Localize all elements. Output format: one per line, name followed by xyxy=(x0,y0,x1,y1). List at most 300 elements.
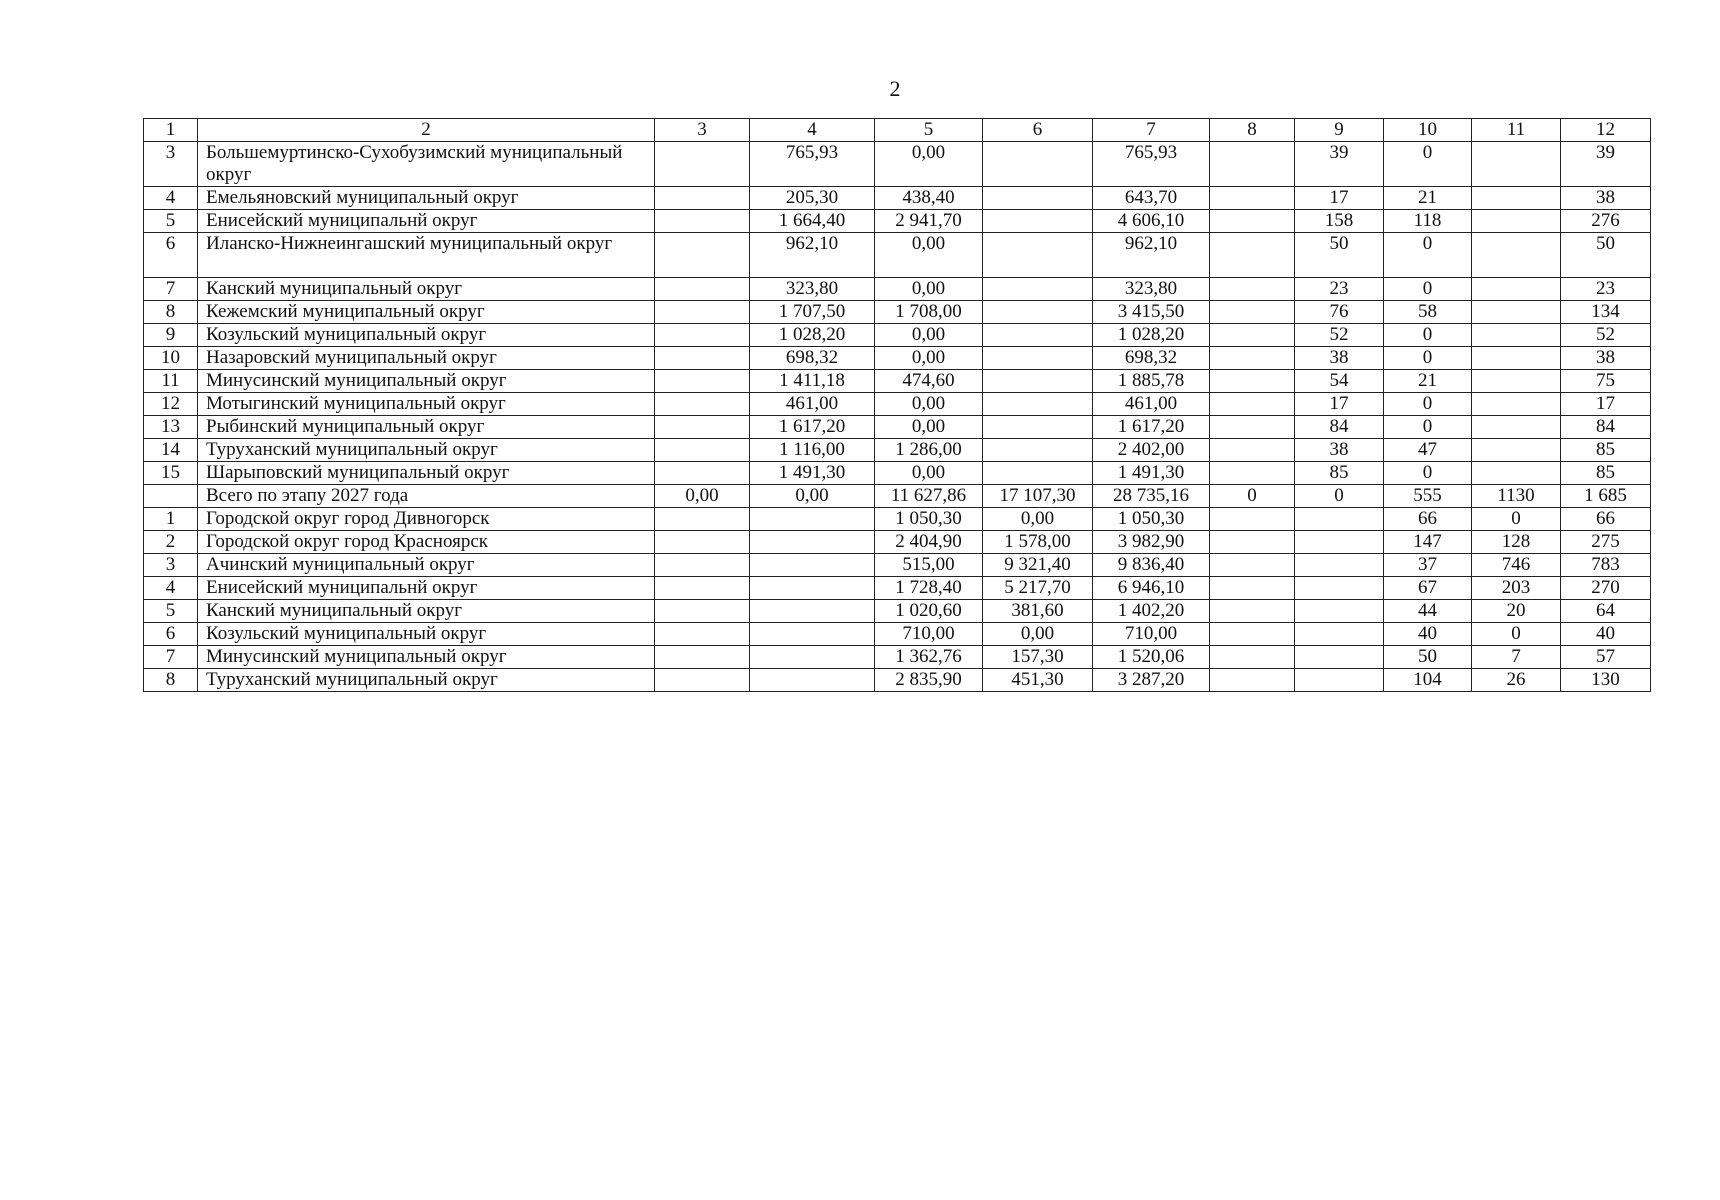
table-cell-col-3 xyxy=(655,669,750,692)
table-cell-col-4: 1 116,00 xyxy=(750,439,875,462)
table-cell-col-6 xyxy=(983,439,1093,462)
table-row xyxy=(144,439,1651,462)
table-row xyxy=(144,462,1651,485)
table-cell-col-3 xyxy=(655,278,750,301)
table-cell-col-10: 0 xyxy=(1384,278,1472,301)
table-cell-col-12: 23 xyxy=(1561,278,1651,301)
table-cell-col-6 xyxy=(983,278,1093,301)
table-cell-col-4: 323,80 xyxy=(750,278,875,301)
table-cell-col-6: 0,00 xyxy=(983,508,1093,531)
table-cell-col-6: 1 578,00 xyxy=(983,531,1093,554)
table-cell-col-8 xyxy=(1210,462,1295,485)
table-cell-col-4 xyxy=(750,646,875,669)
table-cell-col-7: 962,10 xyxy=(1093,233,1210,278)
table-cell-col-1: 11 xyxy=(144,370,198,393)
table-cell-col-4: 765,93 xyxy=(750,142,875,187)
table-cell-col-5: 11 627,86 xyxy=(875,485,983,508)
table-cell-col-9: 76 xyxy=(1295,301,1384,324)
table-cell-col-12: 130 xyxy=(1561,669,1651,692)
table-cell-col-4: 962,10 xyxy=(750,233,875,278)
table-body xyxy=(144,119,1651,692)
table-cell-col-11 xyxy=(1472,370,1561,393)
table-cell-col-7: 3 287,20 xyxy=(1093,669,1210,692)
table-cell-col-11 xyxy=(1472,462,1561,485)
table-cell-col-10: 555 xyxy=(1384,485,1472,508)
table-cell-col-12: 57 xyxy=(1561,646,1651,669)
table-cell-col-12: 270 xyxy=(1561,577,1651,600)
table-cell-col-5: 0,00 xyxy=(875,324,983,347)
table-cell-col-12: 38 xyxy=(1561,187,1651,210)
table-cell-col-9: 9 xyxy=(1295,119,1384,142)
table-cell-col-4: 0,00 xyxy=(750,485,875,508)
table-cell-col-5: 5 xyxy=(875,119,983,142)
table-cell-col-7: 3 982,90 xyxy=(1093,531,1210,554)
table-cell-col-11: 746 xyxy=(1472,554,1561,577)
table-cell-col-3 xyxy=(655,462,750,485)
table-cell-col-6: 17 107,30 xyxy=(983,485,1093,508)
table-row xyxy=(144,187,1651,210)
table-cell-col-1: 5 xyxy=(144,210,198,233)
table-cell-col-7: 1 885,78 xyxy=(1093,370,1210,393)
table-cell-col-5: 1 708,00 xyxy=(875,301,983,324)
table-cell-col-2: Большемуртинско-Сухобузимский муниципальный округ xyxy=(198,142,655,187)
table-cell-col-1: 1 xyxy=(144,119,198,142)
table-cell-col-1: 6 xyxy=(144,623,198,646)
table-cell-col-7: 1 402,20 xyxy=(1093,600,1210,623)
table-cell-col-3: 0,00 xyxy=(655,485,750,508)
table-row xyxy=(144,347,1651,370)
table-cell-col-9: 0 xyxy=(1295,485,1384,508)
table-cell-col-11 xyxy=(1472,233,1561,278)
table-cell-col-1: 4 xyxy=(144,577,198,600)
table-row xyxy=(144,416,1651,439)
table-cell-col-11: 7 xyxy=(1472,646,1561,669)
table-cell-col-12: 75 xyxy=(1561,370,1651,393)
table-cell-col-7: 1 617,20 xyxy=(1093,416,1210,439)
table-cell-col-5: 1 050,30 xyxy=(875,508,983,531)
table-cell-col-11: 26 xyxy=(1472,669,1561,692)
table-cell-col-7: 2 402,00 xyxy=(1093,439,1210,462)
table-cell-col-6 xyxy=(983,393,1093,416)
table-cell-col-1: 14 xyxy=(144,439,198,462)
table-cell-col-6 xyxy=(983,142,1093,187)
table-cell-col-2: Ачинский муниципальный округ xyxy=(198,554,655,577)
table-cell-col-7: 1 028,20 xyxy=(1093,324,1210,347)
table-cell-col-5: 0,00 xyxy=(875,233,983,278)
table-cell-col-7: 7 xyxy=(1093,119,1210,142)
table-cell-col-7: 643,70 xyxy=(1093,187,1210,210)
table-cell-col-8 xyxy=(1210,210,1295,233)
table-cell-col-7: 765,93 xyxy=(1093,142,1210,187)
table-cell-col-12: 17 xyxy=(1561,393,1651,416)
table-cell-col-1: 1 xyxy=(144,508,198,531)
header-row xyxy=(144,119,1651,142)
table-cell-col-5: 1 286,00 xyxy=(875,439,983,462)
table-row xyxy=(144,142,1651,187)
table-cell-col-1: 8 xyxy=(144,301,198,324)
table-cell-col-6: 6 xyxy=(983,119,1093,142)
table-cell-col-5: 515,00 xyxy=(875,554,983,577)
table-cell-col-5: 710,00 xyxy=(875,623,983,646)
table-cell-col-3 xyxy=(655,301,750,324)
table-row xyxy=(144,393,1651,416)
table-cell-col-10: 0 xyxy=(1384,347,1472,370)
table-row xyxy=(144,669,1651,692)
table-cell-col-5: 1 020,60 xyxy=(875,600,983,623)
table-cell-col-11 xyxy=(1472,210,1561,233)
table-cell-col-10: 0 xyxy=(1384,324,1472,347)
table-cell-col-2: Туруханский муниципальный округ xyxy=(198,439,655,462)
table-cell-col-4 xyxy=(750,577,875,600)
table-cell-col-9: 52 xyxy=(1295,324,1384,347)
table-cell-col-10: 0 xyxy=(1384,233,1472,278)
table-cell-col-8 xyxy=(1210,233,1295,278)
table-cell-col-2: Всего по этапу 2027 года xyxy=(198,485,655,508)
table-cell-col-2: Минусинский муниципальный округ xyxy=(198,646,655,669)
table-cell-col-10: 67 xyxy=(1384,577,1472,600)
table-cell-col-6: 157,30 xyxy=(983,646,1093,669)
table-cell-col-2: Козульский муниципальный округ xyxy=(198,623,655,646)
table-cell-col-9 xyxy=(1295,531,1384,554)
table-cell-col-7: 710,00 xyxy=(1093,623,1210,646)
table-cell-col-12: 134 xyxy=(1561,301,1651,324)
table-cell-col-6 xyxy=(983,210,1093,233)
table-cell-col-11: 128 xyxy=(1472,531,1561,554)
table-cell-col-11: 1130 xyxy=(1472,485,1561,508)
table-cell-col-10: 66 xyxy=(1384,508,1472,531)
table-cell-col-8 xyxy=(1210,600,1295,623)
table-cell-col-12: 52 xyxy=(1561,324,1651,347)
table-cell-col-2: Канский муниципальный округ xyxy=(198,600,655,623)
table-cell-col-4 xyxy=(750,669,875,692)
table-cell-col-1: 10 xyxy=(144,347,198,370)
table-cell-col-11: 0 xyxy=(1472,623,1561,646)
table-cell-col-8 xyxy=(1210,646,1295,669)
table-cell-col-1 xyxy=(144,485,198,508)
table-cell-col-3 xyxy=(655,554,750,577)
table-cell-col-8 xyxy=(1210,439,1295,462)
table-cell-col-1: 6 xyxy=(144,233,198,278)
table-cell-col-3 xyxy=(655,531,750,554)
table-cell-col-3 xyxy=(655,508,750,531)
table-cell-col-4 xyxy=(750,554,875,577)
table-cell-col-2: Канский муниципальный округ xyxy=(198,278,655,301)
table-cell-col-7: 1 491,30 xyxy=(1093,462,1210,485)
table-cell-col-2: Назаровский муниципальный округ xyxy=(198,347,655,370)
table-cell-col-10: 44 xyxy=(1384,600,1472,623)
table-cell-col-6 xyxy=(983,416,1093,439)
table-cell-col-4 xyxy=(750,531,875,554)
table-cell-col-4: 1 491,30 xyxy=(750,462,875,485)
table-cell-col-9 xyxy=(1295,646,1384,669)
table-cell-col-10: 0 xyxy=(1384,142,1472,187)
table-cell-col-6 xyxy=(983,347,1093,370)
table-cell-col-12: 39 xyxy=(1561,142,1651,187)
table-cell-col-8 xyxy=(1210,531,1295,554)
table-cell-col-7: 9 836,40 xyxy=(1093,554,1210,577)
table-cell-col-1: 2 xyxy=(144,531,198,554)
table-cell-col-7: 3 415,50 xyxy=(1093,301,1210,324)
table-cell-col-11 xyxy=(1472,416,1561,439)
table-cell-col-5: 0,00 xyxy=(875,347,983,370)
table-cell-col-10: 104 xyxy=(1384,669,1472,692)
table-cell-col-5: 474,60 xyxy=(875,370,983,393)
table-cell-col-12: 1 685 xyxy=(1561,485,1651,508)
table-cell-col-9: 23 xyxy=(1295,278,1384,301)
table-cell-col-2: Рыбинский муниципальный округ xyxy=(198,416,655,439)
table-cell-col-9: 54 xyxy=(1295,370,1384,393)
table-cell-col-3 xyxy=(655,370,750,393)
table-cell-col-8: 0 xyxy=(1210,485,1295,508)
table-cell-col-8 xyxy=(1210,370,1295,393)
table-cell-col-11 xyxy=(1472,301,1561,324)
table-cell-col-4: 698,32 xyxy=(750,347,875,370)
page-number: 2 xyxy=(889,76,901,101)
table-cell-col-12: 64 xyxy=(1561,600,1651,623)
table-row xyxy=(144,577,1651,600)
table-cell-col-3: 3 xyxy=(655,119,750,142)
table-cell-col-8 xyxy=(1210,324,1295,347)
table-cell-col-9: 84 xyxy=(1295,416,1384,439)
table-cell-col-9: 39 xyxy=(1295,142,1384,187)
table-cell-col-5: 0,00 xyxy=(875,393,983,416)
table-cell-col-7: 698,32 xyxy=(1093,347,1210,370)
table-cell-col-3 xyxy=(655,623,750,646)
table-cell-col-11 xyxy=(1472,187,1561,210)
table-cell-col-7: 323,80 xyxy=(1093,278,1210,301)
table-cell-col-2: Шарыповский муниципальный округ xyxy=(198,462,655,485)
table-cell-col-5: 438,40 xyxy=(875,187,983,210)
table-cell-col-2: Емельяновский муниципальный округ xyxy=(198,187,655,210)
table-cell-col-3 xyxy=(655,210,750,233)
table-cell-col-5: 0,00 xyxy=(875,416,983,439)
table-cell-col-9 xyxy=(1295,577,1384,600)
table-cell-col-8 xyxy=(1210,142,1295,187)
table-cell-col-3 xyxy=(655,600,750,623)
table-cell-col-2: Иланско-Нижнеингашский муниципальный округ xyxy=(198,233,655,278)
table-cell-col-9: 17 xyxy=(1295,187,1384,210)
table-row xyxy=(144,508,1651,531)
table-cell-col-5: 2 404,90 xyxy=(875,531,983,554)
table-cell-col-8 xyxy=(1210,301,1295,324)
table-cell-col-11 xyxy=(1472,393,1561,416)
table-cell-col-5: 2 835,90 xyxy=(875,669,983,692)
table-cell-col-4: 205,30 xyxy=(750,187,875,210)
table-cell-col-7: 28 735,16 xyxy=(1093,485,1210,508)
table-cell-col-10: 21 xyxy=(1384,370,1472,393)
table-cell-col-12: 50 xyxy=(1561,233,1651,278)
table-cell-col-1: 5 xyxy=(144,600,198,623)
table-cell-col-1: 3 xyxy=(144,554,198,577)
table-cell-col-10: 0 xyxy=(1384,462,1472,485)
table-cell-col-4: 1 664,40 xyxy=(750,210,875,233)
table-cell-col-2: Туруханский муниципальный округ xyxy=(198,669,655,692)
table-cell-col-12: 40 xyxy=(1561,623,1651,646)
table-cell-col-9: 38 xyxy=(1295,347,1384,370)
table-row xyxy=(144,324,1651,347)
table-cell-col-6: 451,30 xyxy=(983,669,1093,692)
table-cell-col-1: 9 xyxy=(144,324,198,347)
table-cell-col-1: 7 xyxy=(144,646,198,669)
table-cell-col-12: 38 xyxy=(1561,347,1651,370)
table-cell-col-2: Городской округ город Дивногорск xyxy=(198,508,655,531)
table-cell-col-10: 21 xyxy=(1384,187,1472,210)
table-cell-col-3 xyxy=(655,347,750,370)
table-cell-col-7: 4 606,10 xyxy=(1093,210,1210,233)
table-cell-col-9: 38 xyxy=(1295,439,1384,462)
table-cell-col-4 xyxy=(750,623,875,646)
table-cell-col-12: 783 xyxy=(1561,554,1651,577)
table-cell-col-7: 1 050,30 xyxy=(1093,508,1210,531)
table-cell-col-2: Кежемский муниципальный округ xyxy=(198,301,655,324)
table-cell-col-1: 15 xyxy=(144,462,198,485)
table-cell-col-9 xyxy=(1295,623,1384,646)
table-cell-col-6: 5 217,70 xyxy=(983,577,1093,600)
table-cell-col-3 xyxy=(655,187,750,210)
table-cell-col-10: 118 xyxy=(1384,210,1472,233)
table-cell-col-1: 4 xyxy=(144,187,198,210)
table-cell-col-6 xyxy=(983,301,1093,324)
table-cell-col-12: 12 xyxy=(1561,119,1651,142)
table-cell-col-1: 3 xyxy=(144,142,198,187)
table-cell-col-4 xyxy=(750,600,875,623)
table-cell-col-4: 1 028,20 xyxy=(750,324,875,347)
table-row xyxy=(144,301,1651,324)
table-cell-col-9 xyxy=(1295,554,1384,577)
table-cell-col-1: 13 xyxy=(144,416,198,439)
table-cell-col-10: 0 xyxy=(1384,393,1472,416)
table-cell-col-1: 7 xyxy=(144,278,198,301)
table-cell-col-10: 58 xyxy=(1384,301,1472,324)
table-cell-col-2: Минусинский муниципальный округ xyxy=(198,370,655,393)
table-cell-col-12: 66 xyxy=(1561,508,1651,531)
table-cell-col-1: 8 xyxy=(144,669,198,692)
table-row xyxy=(144,233,1651,278)
table-cell-col-10: 147 xyxy=(1384,531,1472,554)
table-row xyxy=(144,370,1651,393)
table-cell-col-8 xyxy=(1210,577,1295,600)
table-cell-col-4: 1 411,18 xyxy=(750,370,875,393)
table-cell-col-11 xyxy=(1472,142,1561,187)
table-cell-col-8 xyxy=(1210,554,1295,577)
table-cell-col-11 xyxy=(1472,439,1561,462)
table-cell-col-3 xyxy=(655,324,750,347)
table-cell-col-11 xyxy=(1472,278,1561,301)
table-cell-col-7: 461,00 xyxy=(1093,393,1210,416)
table-row xyxy=(144,646,1651,669)
table-cell-col-2: Козульский муниципальный округ xyxy=(198,324,655,347)
table-cell-col-8: 8 xyxy=(1210,119,1295,142)
table-cell-col-9: 158 xyxy=(1295,210,1384,233)
table-cell-col-3 xyxy=(655,393,750,416)
table-cell-col-4: 461,00 xyxy=(750,393,875,416)
table-cell-col-2: Енисейский муниципальнй округ xyxy=(198,577,655,600)
table-cell-col-2: Городской округ город Красноярск xyxy=(198,531,655,554)
table-row xyxy=(144,278,1651,301)
table-cell-col-3 xyxy=(655,142,750,187)
table-cell-col-5: 1 728,40 xyxy=(875,577,983,600)
table-cell-col-10: 50 xyxy=(1384,646,1472,669)
table-cell-col-1: 12 xyxy=(144,393,198,416)
table-cell-col-10: 40 xyxy=(1384,623,1472,646)
table-cell-col-8 xyxy=(1210,278,1295,301)
table-cell-col-6 xyxy=(983,462,1093,485)
table-cell-col-10: 10 xyxy=(1384,119,1472,142)
table-cell-col-11: 20 xyxy=(1472,600,1561,623)
table-cell-col-11: 203 xyxy=(1472,577,1561,600)
table-cell-col-3 xyxy=(655,646,750,669)
table-cell-col-11 xyxy=(1472,347,1561,370)
table-cell-col-3 xyxy=(655,439,750,462)
table-cell-col-8 xyxy=(1210,623,1295,646)
table-cell-col-8 xyxy=(1210,347,1295,370)
table-cell-col-8 xyxy=(1210,669,1295,692)
table-cell-col-6: 9 321,40 xyxy=(983,554,1093,577)
table-cell-col-12: 85 xyxy=(1561,462,1651,485)
table-cell-col-4: 4 xyxy=(750,119,875,142)
table-row xyxy=(144,210,1651,233)
table-cell-col-11: 0 xyxy=(1472,508,1561,531)
table-row xyxy=(144,554,1651,577)
table-row xyxy=(144,600,1651,623)
table-cell-col-12: 275 xyxy=(1561,531,1651,554)
table-cell-col-8 xyxy=(1210,416,1295,439)
table-cell-col-4: 1 707,50 xyxy=(750,301,875,324)
table-cell-col-6: 0,00 xyxy=(983,623,1093,646)
table-cell-col-7: 6 946,10 xyxy=(1093,577,1210,600)
table-cell-col-7: 1 520,06 xyxy=(1093,646,1210,669)
table-cell-col-9: 85 xyxy=(1295,462,1384,485)
table-cell-col-10: 0 xyxy=(1384,416,1472,439)
table-cell-col-3 xyxy=(655,233,750,278)
table-cell-col-9 xyxy=(1295,600,1384,623)
table-cell-col-9 xyxy=(1295,508,1384,531)
table-cell-col-12: 276 xyxy=(1561,210,1651,233)
total-row xyxy=(144,485,1651,508)
table-cell-col-6 xyxy=(983,233,1093,278)
table-cell-col-5: 1 362,76 xyxy=(875,646,983,669)
table-cell-col-6 xyxy=(983,324,1093,347)
table-cell-col-5: 0,00 xyxy=(875,142,983,187)
table-cell-col-5: 2 941,70 xyxy=(875,210,983,233)
table-cell-col-4 xyxy=(750,508,875,531)
table-cell-col-11: 11 xyxy=(1472,119,1561,142)
table-cell-col-6 xyxy=(983,370,1093,393)
table-cell-col-12: 85 xyxy=(1561,439,1651,462)
table-cell-col-2: Енисейский муниципальнй округ xyxy=(198,210,655,233)
table-cell-col-6 xyxy=(983,187,1093,210)
table-cell-col-5: 0,00 xyxy=(875,462,983,485)
table-cell-col-5: 0,00 xyxy=(875,278,983,301)
table-row xyxy=(144,623,1651,646)
table-cell-col-9 xyxy=(1295,669,1384,692)
table-cell-col-8 xyxy=(1210,508,1295,531)
table-cell-col-3 xyxy=(655,577,750,600)
table-cell-col-10: 47 xyxy=(1384,439,1472,462)
table-cell-col-11 xyxy=(1472,324,1561,347)
table-cell-col-9: 17 xyxy=(1295,393,1384,416)
table-cell-col-6: 381,60 xyxy=(983,600,1093,623)
table-cell-col-4: 1 617,20 xyxy=(750,416,875,439)
table-cell-col-10: 37 xyxy=(1384,554,1472,577)
table-cell-col-2: 2 xyxy=(198,119,655,142)
table-cell-col-2: Мотыгинский муниципальный округ xyxy=(198,393,655,416)
table-cell-col-12: 84 xyxy=(1561,416,1651,439)
table-cell-col-3 xyxy=(655,416,750,439)
table-cell-col-8 xyxy=(1210,187,1295,210)
data-table xyxy=(143,118,1651,692)
table-cell-col-9: 50 xyxy=(1295,233,1384,278)
